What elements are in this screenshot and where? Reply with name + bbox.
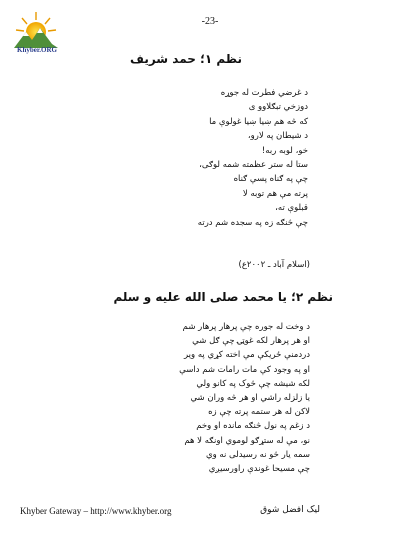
footer-author: لیک افضل شوق [260, 505, 320, 515]
poem-line: د زغم په نول څنګه مانده او وخم [196, 421, 310, 432]
poem-line: لکه شیشه چې څوک په کانو ولي [196, 378, 310, 389]
poem-line: لاکن له هر ستمه پرته چې زه [208, 407, 310, 418]
poem-line: پرته مې هم توبه لا [242, 188, 308, 199]
poem-line: د وخت له جوره چې پرهار پرهار شم [182, 322, 310, 332]
poem2-title: نظم ۲؛ یا محمد صلی الله علیه و سلم [113, 290, 333, 304]
footer-source-link[interactable]: Khyber Gateway – http://www.khyber.org [20, 506, 172, 516]
poem-line: او په وجود کې مات رامات شم داسې [179, 364, 310, 375]
poem-line: د غرضي فطرت له جوړه [220, 88, 308, 98]
poem-line: چې مسیحا غوندې راورسیږي [208, 464, 310, 475]
poem-line: چې څنګه زه په سجده شم درته [197, 217, 308, 228]
poem-line: دردمنې ځریکې مې اخته کړي په ویر [183, 350, 310, 361]
poem-line: خو، لوبه ربه! [261, 145, 308, 156]
poem1-body [108, 86, 308, 230]
logo-caption: Khyber.ORG [17, 46, 57, 54]
poem-line: چې په ګناه پسې ګناه [233, 174, 308, 185]
poem2-body [110, 320, 310, 476]
poem-line: که څه هم ښیا ښیا غولوې ما [209, 116, 308, 127]
poem-line: نو، مې له ستړګو لوموي اونګه لا هم [184, 435, 310, 446]
poem-line: قبلوې ته، [275, 203, 308, 214]
poem-line: دوزخي تبګلاوو ی [248, 102, 308, 113]
poem1-place-date: (اسلام آباد ـ ۲۰۰۲ع) [238, 260, 310, 270]
poem-line: یا زلزله راشي او هر څه وران شي [190, 393, 310, 404]
poem-line: سمه یار څو نه رسیدلی نه وي [205, 449, 310, 460]
poem-line: او هر پرهار لکه غوټۍ چې ګل شي [192, 336, 310, 347]
poem-line: ستا له ستر عظمته شمه لوګی، [199, 160, 308, 171]
page-number: -23- [201, 16, 219, 27]
poem1-title: نظم ۱؛ حمد شریف [130, 52, 242, 66]
poem-line: د شیطان په لارو، [247, 131, 308, 142]
